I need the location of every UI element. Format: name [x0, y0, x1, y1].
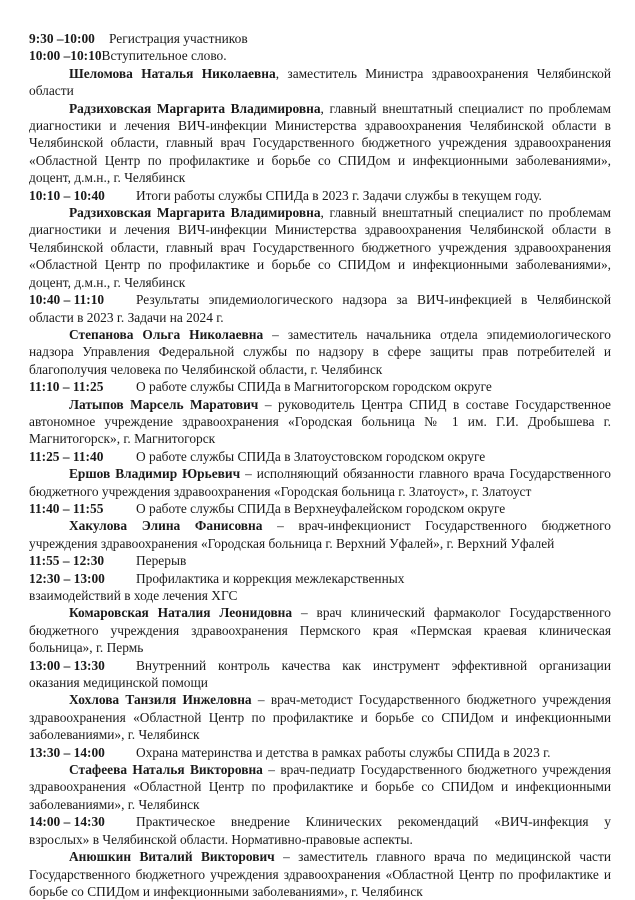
agenda-title: Внутренний контроль качества как инструмент эффективной организации оказания медицинской помощи	[29, 657, 611, 691]
agenda-title: О работе службы СПИДа в Магнитогорском городском округе	[136, 379, 492, 395]
speaker-name: Латыпов Марсель Маратович	[69, 396, 259, 412]
speaker-name: Радзиховская Маргарита Владимировна	[69, 100, 321, 116]
agenda-item	[29, 291, 611, 326]
agenda-time: 11:40 – 11:55	[29, 500, 104, 516]
speaker-name: Радзиховская Маргарита Владимировна	[69, 205, 321, 221]
speaker-name: Ершов Владимир Юрьевич	[69, 466, 241, 482]
speaker-desc: – руководитель Центра СПИД в составе Государственное автономное учреждение здравоохранения «Городская больница № 1 им. Г.И. Дробышева г. Магнитогорск», г. Магнитогорск	[29, 396, 611, 447]
speaker-desc: , главный внештатный специалист по проблемам диагностики и лечения ВИЧ-инфекции Министерства здравоохранения Челябинской области в Челябинской области, главный врач Государственного бюджетного учреждения здравоохранения «Областной Центр по профилактике и борьбе со СПИДом и инфекционными заболеваниями», доцент, д.м.н., г. Челябинск	[29, 100, 611, 186]
agenda-title: Вступительное слово.	[101, 48, 227, 64]
speaker-desc: – врач клинический фармаколог Государственного бюджетного учреждения здравоохранения Пермского края «Пермская краевая клиническая больница», г. Пермь	[29, 605, 611, 656]
agenda-time: 11:10 – 11:25	[29, 379, 104, 395]
agenda-item	[29, 813, 611, 848]
agenda-time: 10:00 –10:10	[29, 48, 102, 64]
agenda-time: 10:10 – 10:40	[29, 187, 105, 203]
speaker-desc: – врач-инфекционист Государственного бюджетного учреждения здравоохранения «Городская больница г. Верхний Уфалей», г. Верхний Уфалей	[29, 518, 611, 551]
agenda-item	[29, 657, 611, 692]
agenda-time: 13:00 – 13:30	[29, 657, 105, 673]
speaker-name: Хохлова Танзиля Инжеловна	[69, 692, 252, 708]
agenda-title: Охрана материнства и детства в рамках работы службы СПИДа в 2023 г.	[136, 744, 551, 760]
agenda-time: 13:30 – 14:00	[29, 744, 105, 760]
agenda-title: О работе службы СПИДа в Златоустовском городском округе	[136, 448, 486, 464]
speaker-entry	[29, 326, 611, 378]
agenda-title: Итоги работы службы СПИДа в 2023 г. Задачи службы в текущем году.	[136, 187, 542, 203]
speaker-entry	[29, 465, 611, 500]
agenda-title-continuation: взаимодействий в ходе лечения ХГС	[29, 588, 238, 603]
speaker-entry	[29, 761, 611, 813]
speaker-desc: – исполняющий обязанности главного врача Государственного бюджетного учреждения здравоохранения «Городская больница г. Златоуст», г. Златоуст	[29, 466, 611, 499]
agenda-item	[29, 47, 611, 64]
speaker-desc: – заместитель главного врача по медицинской части Государственного бюджетного учреждения здравоохранения «Областной Центр по профилактике и борьбе со СПИДом и инфекционными заболеваниями», г. Челябинск	[29, 849, 611, 899]
agenda-item	[29, 552, 611, 569]
agenda-item	[29, 744, 611, 761]
speaker-entry	[29, 65, 611, 100]
speaker-entry	[29, 517, 611, 552]
agenda-title: Перерыв	[136, 553, 187, 569]
agenda-time: 14:00 – 14:30	[29, 814, 105, 830]
agenda-time: 12:30 – 13:00	[29, 570, 105, 586]
speaker-entry	[29, 691, 611, 743]
program-document	[29, 30, 611, 900]
speaker-entry	[29, 848, 611, 900]
agenda-title: Практическое внедрение Клинических рекомендаций «ВИЧ-инфекция у взрослых» в Челябинской области. Нормативно-правовые аспекты.	[29, 814, 611, 847]
speaker-entry	[29, 100, 611, 187]
speaker-entry	[29, 204, 611, 291]
speaker-name: Комаровская Наталия Леонидовна	[69, 605, 293, 621]
speaker-name: Шеломова Наталья Николаевна	[69, 65, 276, 81]
speaker-name: Степанова Ольга Николаевна	[69, 326, 264, 342]
agenda-time: 11:25 – 11:40	[29, 448, 104, 464]
speaker-desc: , заместитель Министра здравоохранения Челябинской области	[29, 65, 611, 99]
speaker-name: Хакулова Элина Фанисовна	[69, 518, 263, 534]
speaker-desc: – врач-методист Государственного бюджетного учреждения здравоохранения «Областной Центр по профилактике и борьбе со СПИДом и инфекционными заболеваниями», г. Челябинск	[29, 692, 611, 743]
agenda-item	[29, 500, 611, 517]
agenda-item	[29, 570, 611, 587]
speaker-desc: , главный внештатный специалист по проблемам диагностики и лечения ВИЧ-инфекции Министерства здравоохранения Челябинской области в Челябинской области, главный врач Государственного бюджетного учреждения здравоохранения «Областной Центр по профилактике и борьбе со СПИДом и инфекционными заболеваниями», доцент, д.м.н., г. Челябинск	[29, 205, 611, 290]
agenda-time: 11:55 – 12:30	[29, 553, 105, 569]
agenda-item	[29, 448, 611, 465]
speaker-name: Анюшкин Виталий Викторович	[69, 849, 275, 865]
agenda-time: 9:30 –10:00	[29, 31, 95, 46]
agenda-title: Регистрация участников	[109, 31, 248, 46]
speaker-entry	[29, 604, 611, 656]
speaker-entry	[29, 396, 611, 448]
speaker-name: Стафеева Наталья Викторовна	[69, 762, 263, 778]
agenda-title: О работе службы СПИДа в Верхнеуфалейском городском округе	[136, 500, 506, 516]
agenda-item	[29, 187, 611, 204]
speaker-desc: – врач-педиатр Государственного бюджетного учреждения здравоохранения «Областной Центр по профилактике и борьбе со СПИДом и инфекционными заболеваниями», г. Челябинск	[29, 762, 611, 812]
agenda-title: Профилактика и коррекция межлекарственных	[136, 570, 405, 586]
agenda-item	[29, 30, 611, 47]
agenda-time: 10:40 – 11:10	[29, 292, 105, 308]
agenda-item	[29, 378, 611, 395]
agenda-title: Результаты эпидемиологического надзора за ВИЧ-инфекцией в Челябинской области в 2023 г. Задачи на 2024 г.	[29, 292, 611, 325]
speaker-desc: – заместитель начальника отдела эпидемиологического надзора Управления Федеральной службы по надзору в сфере защиты прав потребителей и благополучия человека по Челябинской области, г. Челябинск	[29, 326, 611, 377]
